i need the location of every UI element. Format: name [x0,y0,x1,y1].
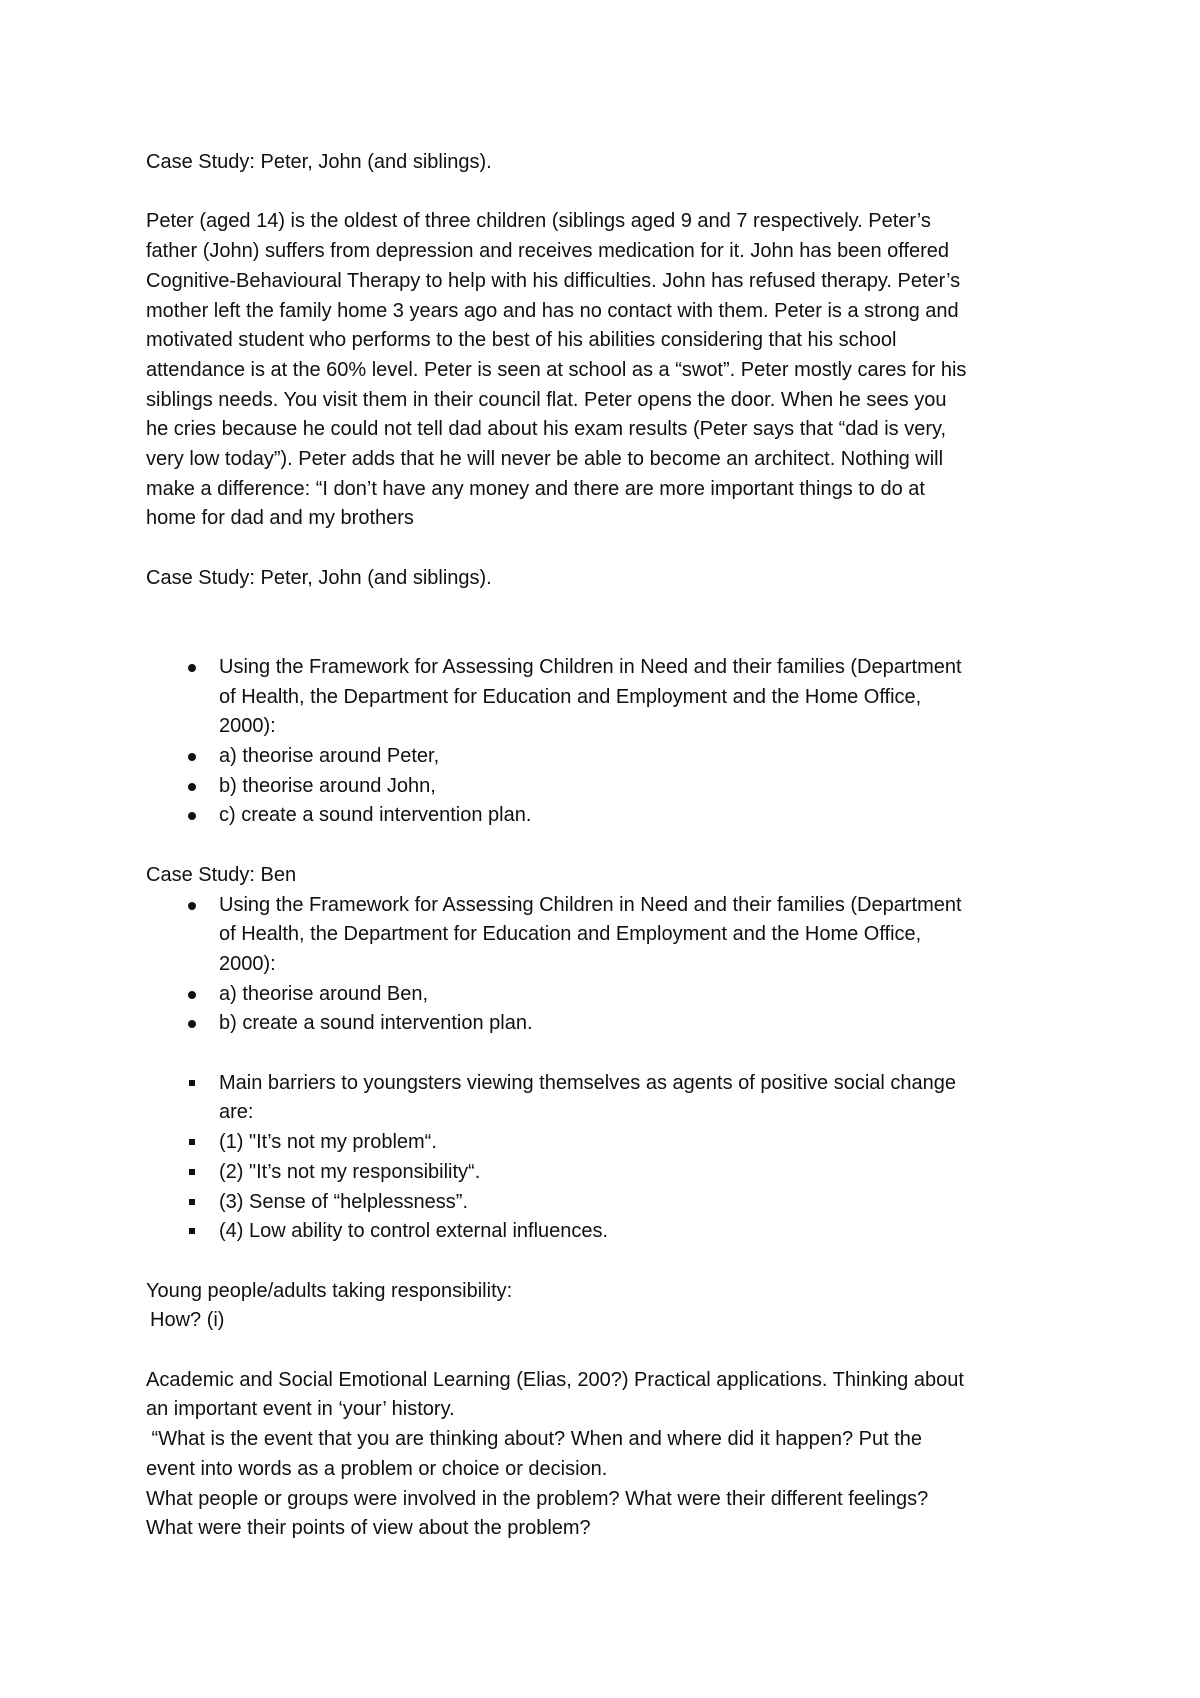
list-item: (1) "It’s not my problem“. [219,1131,437,1154]
intro-line: motivated student who performs to the best of his abilities considering that his school [146,329,897,352]
intro-line: Cognitive-Behavioural Therapy to help with his difficulties. John has refused therapy. Peter’s [146,269,961,292]
closing-line: Academic and Social Emotional Learning (Elias, 200?) Practical applications. Thinking about [146,1368,964,1391]
closing-line: What people or groups were involved in the problem? What were their different feelings? [146,1487,929,1510]
intro-line: very low today”). Peter adds that he will never be able to become an architect. Nothing will [146,448,944,471]
intro-line: he cries because he could not tell dad about his exam results (Peter says that “dad is very, [146,418,947,441]
closing-line: “What is the event that you are thinking about? When and where did it happen? Put the [146,1428,923,1451]
responsibility-heading: Young people/adults taking responsibility: [146,1279,513,1302]
list-item: a) theorise around Ben, [219,982,429,1005]
closing-paragraph [146,1366,1076,1544]
list-item: c) create a sound intervention plan. [219,804,532,827]
list-item: Using the Framework for Assessing Children in Need and their families (Department of Health, the Department for Education and Employment and the Home Office, 2000): [219,893,962,975]
closing-line: What were their points of view about the problem? [146,1517,591,1540]
responsibility-how: How? (i) [150,1309,225,1332]
intro-line: father (John) suffers from depression and receives medication for it. John has been offered [146,240,950,263]
list-item: Main barriers to youngsters viewing themselves as agents of positive social change are: [219,1071,957,1124]
peter-task-list [146,653,1076,831]
case-study-intro [146,207,1076,534]
list-item: b) create a sound intervention plan. [219,1012,533,1035]
case-study-title-peter-repeat: Case Study: Peter, John (and siblings). [146,566,492,589]
intro-line: home for dad and my brothers [146,507,414,530]
closing-line: event into words as a problem or choice or decision. [146,1457,608,1480]
intro-line: mother left the family home 3 years ago and has no contact with them. Peter is a strong and [146,299,959,322]
intro-line: Peter (aged 14) is the oldest of three children (siblings aged 9 and 7 respectively. Peter’s [146,210,931,233]
list-item: Using the Framework for Assessing Children in Need and their families (Department of Health, the Department for Education and Employment and the Home Office, 2000): [219,655,962,738]
intro-line: make a difference: “I don’t have any money and there are more important things to do at [146,477,925,500]
list-item: (3) Sense of “helplessness”. [219,1190,469,1213]
barriers-list [146,1069,1076,1247]
case-study-title-peter: Case Study: Peter, John (and siblings). [146,151,492,173]
list-item: a) theorise around Peter, [219,745,440,768]
case-study-title-ben: Case Study: Ben [146,863,297,886]
intro-line: attendance is at the 60% level. Peter is seen at school as a “swot”. Peter mostly cares for his [146,358,967,381]
list-item: b) theorise around John, [219,774,436,797]
intro-line: siblings needs. You visit them in their council flat. Peter opens the door. When he sees you [146,388,947,411]
closing-line: an important event in ‘your’ history. [146,1398,455,1421]
list-item: (2) "It’s not my responsibility“. [219,1160,481,1183]
ben-task-list [146,891,1076,1040]
document-page [146,148,1076,1544]
list-item: (4) Low ability to control external influences. [219,1220,609,1243]
